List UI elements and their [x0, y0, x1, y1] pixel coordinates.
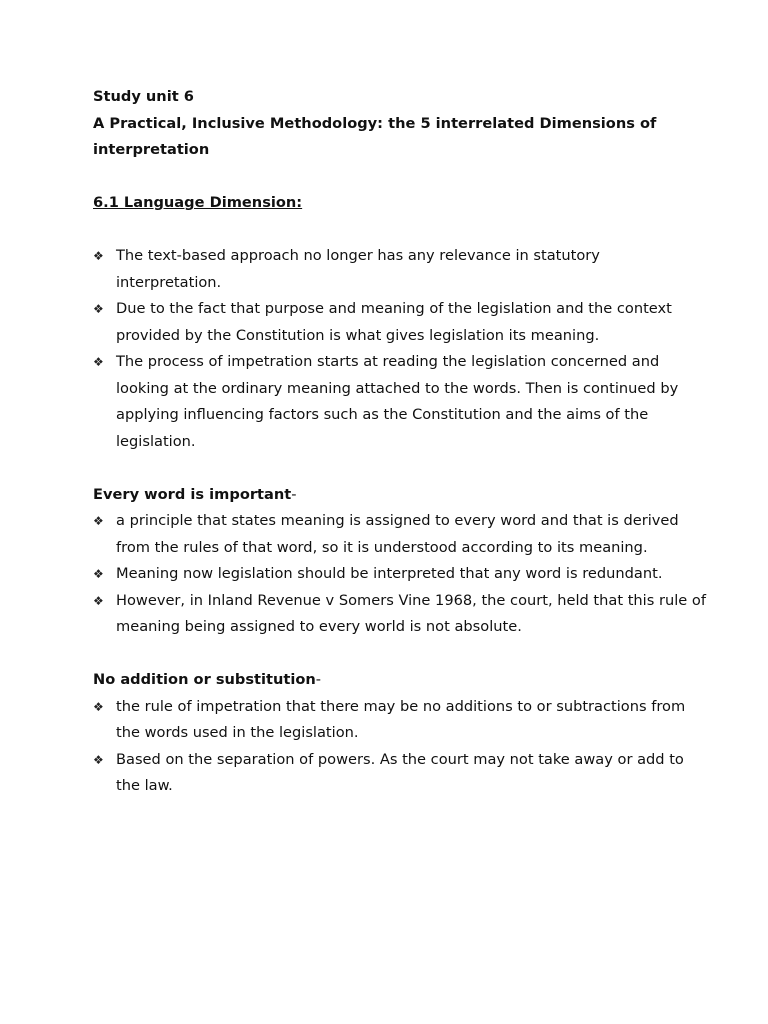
list-item: [93, 694, 708, 747]
section-heading-language-dimension: 6.1 Language Dimension:: [93, 194, 303, 211]
subheading-every-word-label: Every word is important: [93, 485, 292, 503]
list-item: [93, 296, 708, 349]
list-item: [93, 508, 708, 561]
subheading-no-addition-label: No addition or substitution: [93, 671, 316, 688]
diamond-bullet-icon: ❖: [93, 514, 104, 528]
list-item-text: Based on the separation of powers. As the court may not take away or add to the law.: [116, 750, 684, 794]
list-item: [93, 747, 708, 800]
methodology-title-line-1: A Practical, Inclusive Methodology: the 5 interrelated Dimensions of: [93, 114, 657, 132]
intro-bullet-list: [93, 243, 708, 455]
diamond-bullet-icon: ❖: [93, 249, 104, 263]
diamond-bullet-icon: ❖: [93, 567, 104, 581]
every-word-bullet-list: [93, 508, 708, 641]
list-item-text: The process of impetration starts at reading the legislation concerned and looking at the ordinary meaning attached to the words. Then is continued by applying influencing factors such as the Constitution and the aims of the legislation.: [116, 353, 679, 450]
methodology-title-line-2: interpretation: [93, 141, 210, 158]
subheading-every-word: [93, 482, 708, 509]
list-item: [93, 588, 708, 641]
diamond-bullet-icon: ❖: [93, 302, 104, 316]
list-item-text: a principle that states meaning is assigned to every word and that is derived from the rules of that word, so it is understood according to its meaning.: [116, 512, 679, 556]
diamond-bullet-icon: ❖: [93, 699, 104, 714]
list-item: [93, 243, 708, 296]
list-item: [93, 349, 708, 455]
list-item: [93, 561, 708, 588]
subheading-no-addition: [93, 667, 708, 694]
diamond-bullet-icon: ❖: [93, 752, 104, 767]
study-unit-title: Study unit 6: [93, 88, 194, 105]
diamond-bullet-icon: ❖: [93, 355, 104, 369]
diamond-bullet-icon: ❖: [93, 593, 104, 608]
list-item-text: However, in Inland Revenue v Somers Vine 1968, the court, held that this rule of meaning being assigned to every world is not absolute.: [116, 591, 706, 635]
list-item-text: the rule of impetration that there may be no additions to or subtractions from the words used in the legislation.: [116, 697, 686, 741]
subheading-no-addition-dash: -: [315, 671, 322, 688]
list-item-text: Meaning now legislation should be interpreted that any word is redundant.: [116, 565, 663, 582]
list-item-text: Due to the fact that purpose and meaning of the legislation and the context provided by the Constitution is what gives legislation its meaning.: [116, 300, 672, 344]
list-item-text: The text-based approach no longer has any relevance in statutory interpretation.: [116, 247, 600, 291]
no-addition-bullet-list: [93, 694, 708, 800]
subheading-every-word-dash: -: [291, 485, 297, 503]
